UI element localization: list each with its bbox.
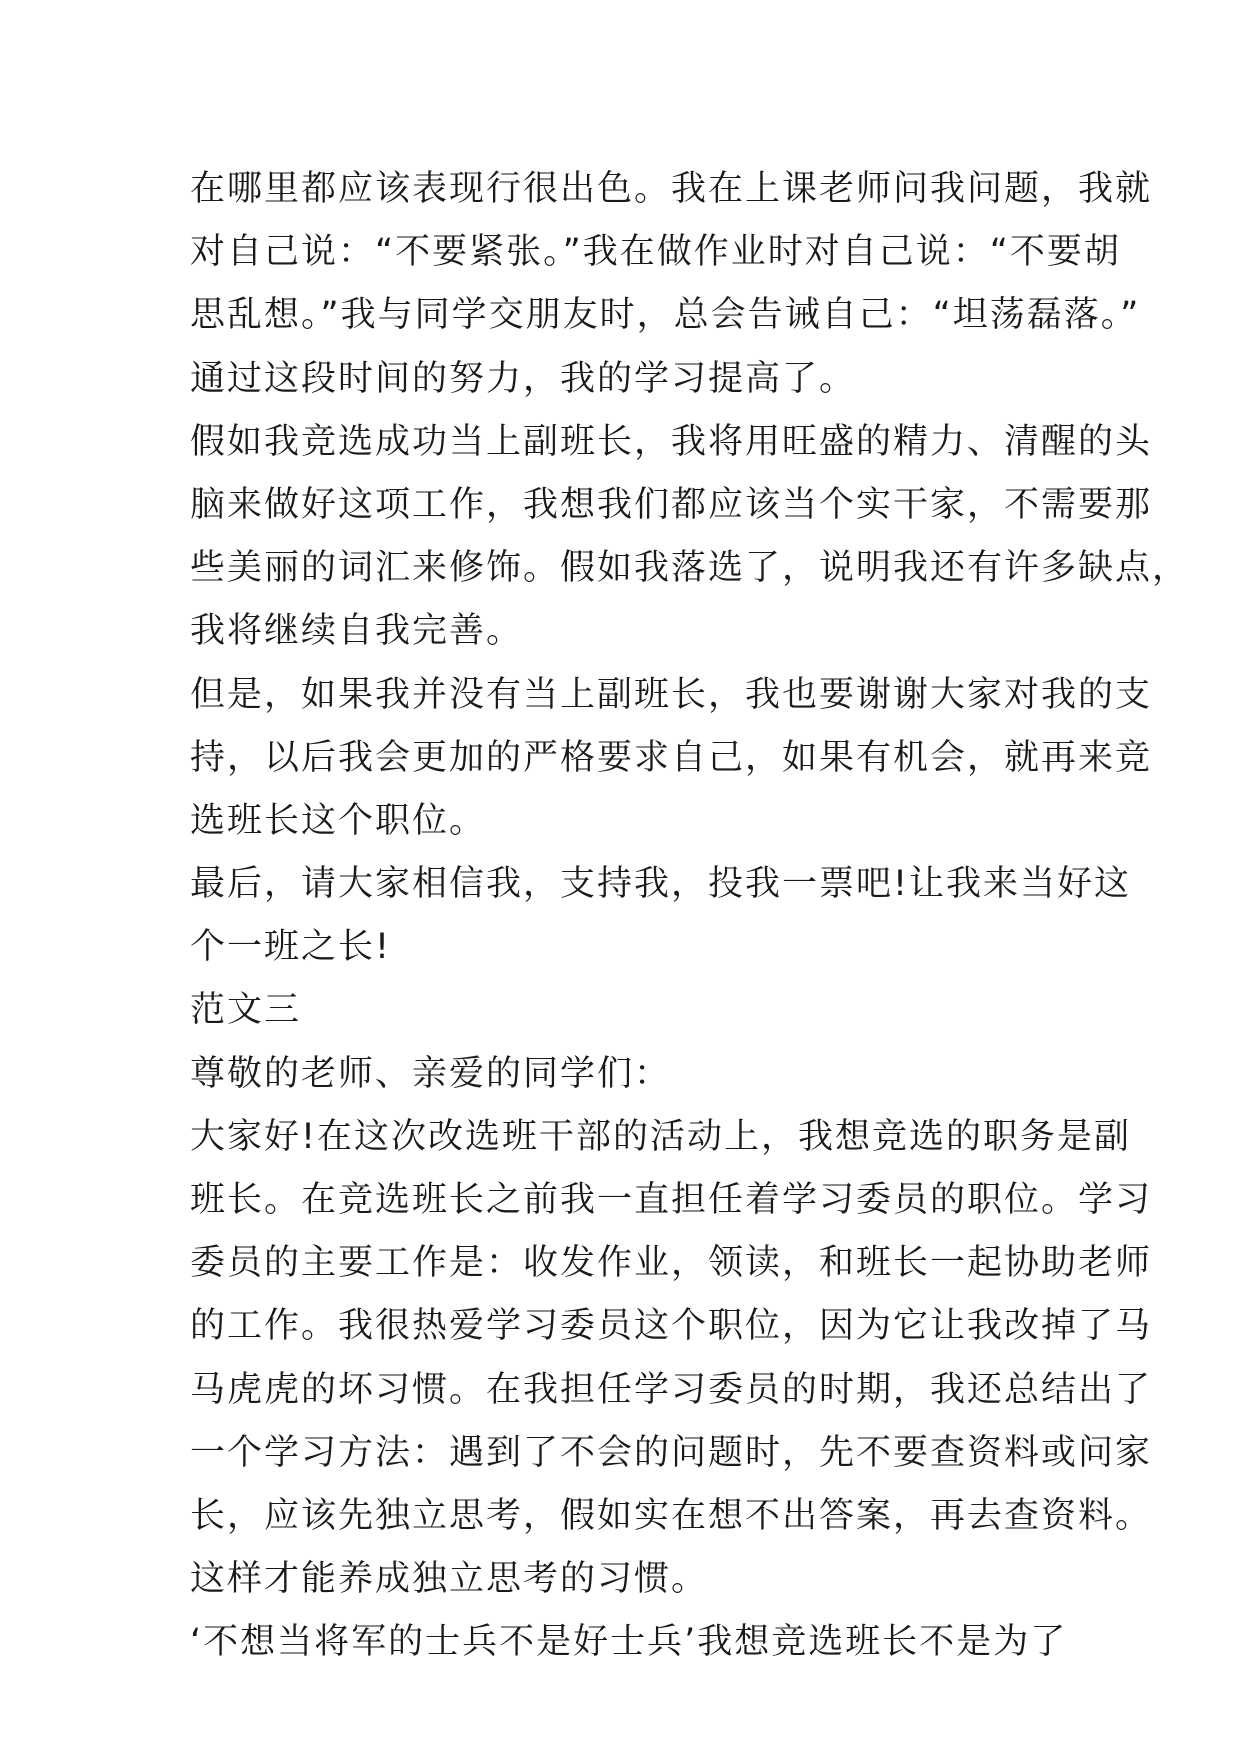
text-line: 班长。在竞选班长之前我一直担任着学习委员的职位。学习 — [190, 1180, 1153, 1220]
text-line: 脑来做好这项工作，我想我们都应该当个实干家，不需要那 — [190, 484, 1153, 525]
text-line: 一个学习方法：遇到了不会的问题时，先不要查资料或问家 — [190, 1432, 1153, 1473]
text-line: 对自己说：“不要紧张。”我在做作业时对自己说：“不要胡 — [190, 232, 1121, 273]
text-line: 马虎虎的坏习惯。在我担任学习委员的时期，我还总结出了 — [190, 1369, 1153, 1410]
text-line: 最后，请大家相信我，支持我，投我一票吧!让我来当好这 — [190, 864, 1132, 905]
text-line: 些美丽的词汇来修饰。假如我落选了，说明我还有许多缺点， — [190, 548, 1190, 589]
text-line: 委员的主要工作是：收发作业，领读，和班长一起协助老师 — [190, 1243, 1153, 1284]
text-line: ‘不想当将军的士兵不是好士兵’我想竞选班长不是为了 — [190, 1622, 1068, 1663]
text-line: 的工作。我很热爱学习委员这个职位，因为它让我改掉了马 — [190, 1306, 1153, 1347]
text-line: 长，应该先独立思考，假如实在想不出答案，再去查资料。 — [190, 1495, 1153, 1536]
text-line: 我将继续自我完善。 — [190, 611, 524, 652]
body-text — [190, 158, 1190, 1675]
text-line: 在哪里都应该表现行很出色。我在上课老师问我问题，我就 — [190, 169, 1153, 209]
salutation: 尊敬的老师、亲爱的同学们： — [190, 1053, 672, 1094]
text-line: 个一班之长! — [190, 927, 392, 968]
text-line: 选班长这个职位。 — [190, 800, 487, 841]
text-line: 假如我竞选成功当上副班长，我将用旺盛的精力、清醒的头 — [190, 421, 1153, 462]
section-heading: 范文三 — [190, 990, 302, 1031]
text-line: 持，以后我会更加的严格要求自己，如果有机会，就再来竞 — [190, 737, 1153, 778]
text-line: 这样才能养成独立思考的习惯。 — [190, 1559, 709, 1600]
text-line: 大家好!在这次改选班干部的活动上，我想竞选的职务是副 — [190, 1116, 1132, 1157]
text-line: 通过这段时间的努力，我的学习提高了。 — [190, 358, 857, 399]
text-line: 但是，如果我并没有当上副班长，我也要谢谢大家对我的支 — [190, 674, 1153, 715]
text-line: 思乱想。”我与同学交朋友时，总会告诫自己：“坦荡磊落。” — [190, 295, 1141, 336]
